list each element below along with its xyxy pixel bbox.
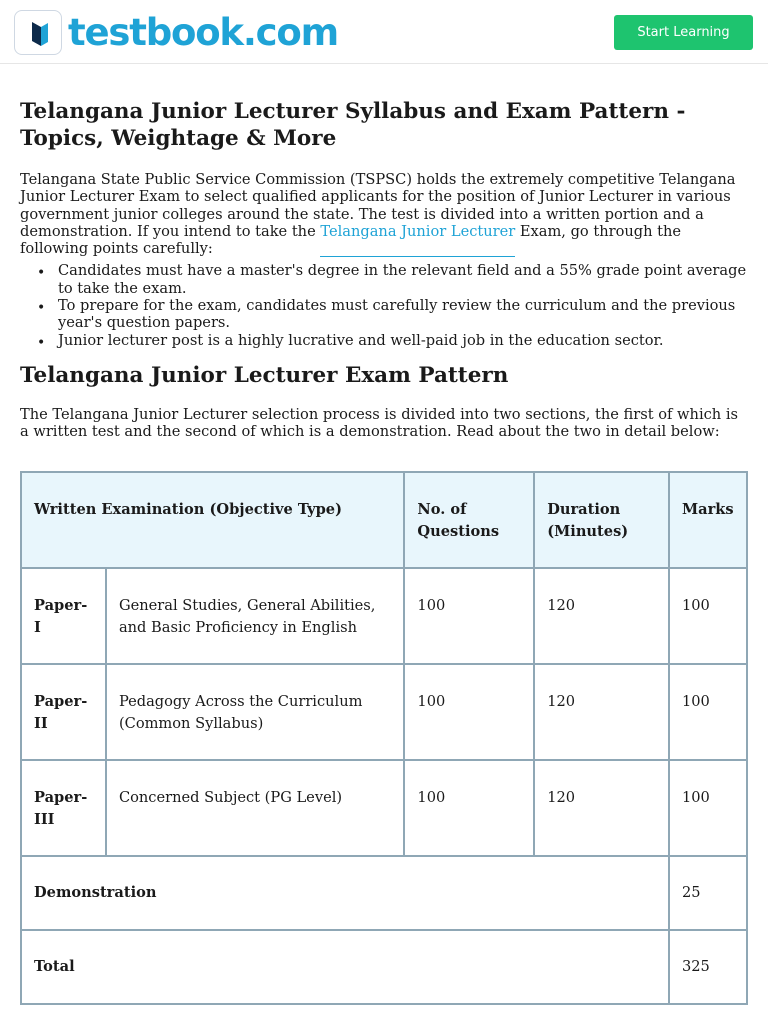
total-label: Total: [21, 930, 669, 1004]
list-item: • To prepare for the exam, candidates must carefully review the curriculum and the previous year's question papers.: [20, 297, 750, 332]
total-row: [21, 930, 747, 1004]
logo-text: testbook.com: [68, 11, 338, 54]
duration-cell: 120: [534, 664, 669, 760]
questions-cell: 100: [404, 760, 534, 856]
demonstration-marks: 25: [669, 856, 747, 930]
table-row: [21, 568, 747, 664]
header-questions: No. of Questions: [404, 472, 534, 568]
intro-paragraph: [20, 171, 750, 257]
subject-cell: General Studies, General Abilities, and Basic Proficiency in English: [106, 568, 404, 664]
duration-cell: 120: [534, 568, 669, 664]
site-header: [0, 0, 768, 64]
duration-cell: 120: [534, 760, 669, 856]
demonstration-label: Demonstration: [21, 856, 669, 930]
subject-cell: Concerned Subject (PG Level): [106, 760, 404, 856]
header-duration: Duration (Minutes): [534, 472, 669, 568]
paper-cell: Paper-I: [21, 568, 106, 664]
paper-cell: Paper-III: [21, 760, 106, 856]
list-item: • Candidates must have a master's degree in the relevant field and a 55% grade point average to take the exam.: [20, 262, 750, 297]
header-written: Written Examination (Objective Type): [21, 472, 404, 568]
testbook-logo-icon: [14, 10, 62, 55]
paper-cell: Paper-II: [21, 664, 106, 760]
questions-cell: 100: [404, 664, 534, 760]
table-header-row: [21, 472, 747, 568]
marks-cell: 100: [669, 760, 747, 856]
marks-cell: 100: [669, 568, 747, 664]
section-title: Telangana Junior Lecturer Exam Pattern: [20, 362, 509, 388]
intro-text-end: Exam, go through the following points carefully:: [20, 222, 682, 258]
exam-pattern-table: [20, 471, 748, 1005]
section-paragraph: The Telangana Junior Lecturer selection process is divided into two sections, the first of which is a written test and the second of which is a demonstration. Read about the two in detail below:: [20, 405, 738, 441]
key-points-list: [20, 262, 750, 348]
demonstration-row: [21, 856, 747, 930]
logo[interactable]: [14, 10, 338, 55]
article: [20, 98, 750, 441]
intro-text-start: Telangana State Public Service Commission (TSPSC) holds the extremely competitive Telangana Junior Lecturer Exam to select qualified applicants for the position of Junior Lecturer in various government junior colleges around the state. The test is divided into a written portion and a demonstration. If you intend to take the: [20, 171, 736, 240]
table-row: [21, 760, 747, 856]
subject-cell: Pedagogy Across the Curriculum (Common Syllabus): [106, 664, 404, 760]
table-row: [21, 664, 747, 760]
questions-cell: 100: [404, 568, 534, 664]
marks-cell: 100: [669, 664, 747, 760]
page-title: Telangana Junior Lecturer Syllabus and Exam Pattern - Topics, Weightage & More: [20, 99, 686, 151]
list-item: • Junior lecturer post is a highly lucrative and well-paid job in the education sector.: [20, 332, 750, 349]
header-marks: Marks: [669, 472, 747, 568]
telangana-jl-link[interactable]: Telangana Junior Lecturer: [320, 223, 515, 257]
total-marks: 325: [669, 930, 747, 1004]
start-learning-button[interactable]: Start Learning: [614, 15, 753, 50]
